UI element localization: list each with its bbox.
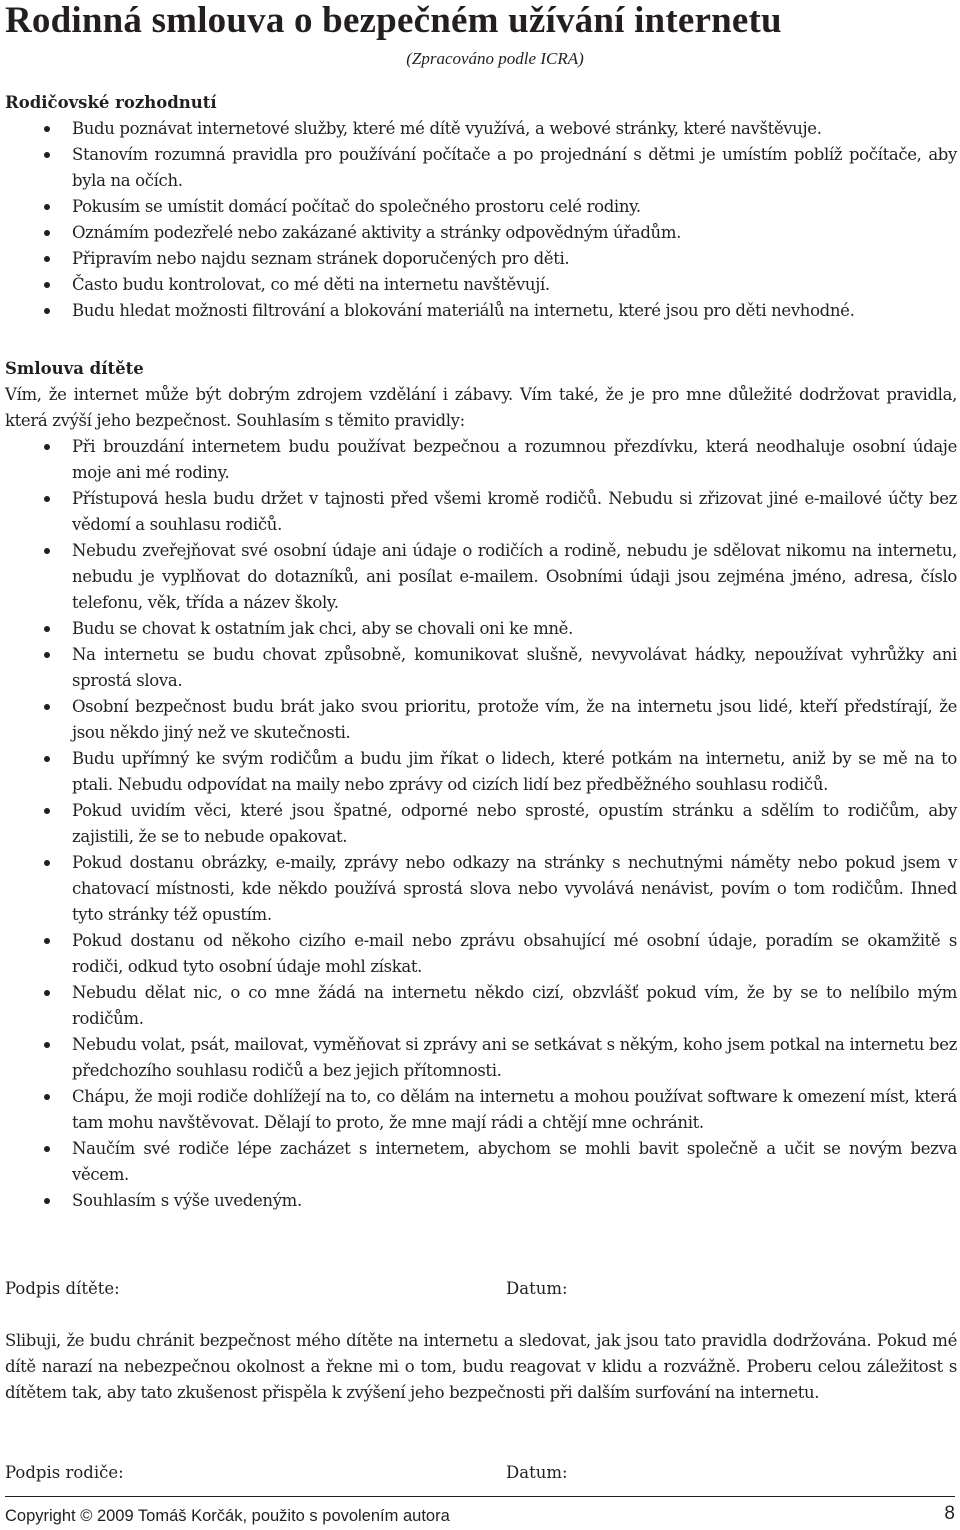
child-rules-list (5, 434, 957, 1214)
list-item (5, 142, 957, 194)
parent-signature-label: Podpis rodiče: (5, 1463, 124, 1482)
list-item (5, 798, 957, 850)
bullet-icon (44, 126, 50, 132)
bullet-icon (44, 938, 50, 944)
footer-copyright: Copyright © 2009 Tomáš Korčák, použito s povolením autora (5, 1507, 450, 1525)
bullet-icon (44, 1094, 50, 1100)
bullet-icon (44, 256, 50, 262)
list-item (5, 928, 957, 980)
list-item-text: Přístupová hesla budu držet v tajnosti před všemi kromě rodičů. Nebudu si zřizovat jiné e-mailové účty bez vědomí a souhlasu rodičů. (72, 489, 957, 534)
list-item (5, 746, 957, 798)
list-item-text: Budu se chovat k ostatním jak chci, aby se chovali oni ke mně. (72, 619, 573, 638)
list-item (5, 980, 957, 1032)
page-subtitle: (Zpracováno podle ICRA) (406, 49, 584, 68)
bullet-icon (44, 282, 50, 288)
list-item (5, 1136, 957, 1188)
list-item (5, 194, 957, 220)
parent-section-heading: Rodičovské rozhodnutí (5, 93, 217, 112)
list-item-text: Oznámím podezřelé nebo zakázané aktivity a stránky odpovědným úřadům. (72, 223, 682, 242)
list-item-text: Naučím své rodiče lépe zacházet s internetem, abychom se mohli bavit společně a učit se novým bezva věcem. (72, 1139, 957, 1184)
list-item (5, 1188, 957, 1214)
bullet-icon (44, 308, 50, 314)
child-agreement-block (5, 382, 957, 1214)
child-agreement-intro: Vím, že internet může být dobrým zdrojem vzdělání i zábavy. Vím také, že je pro mne důležité dodržovat pravidla, která zvýší jeho bezpečnost. Souhlasím s těmito pravidly: (5, 385, 957, 430)
parent-pledge-block (5, 1328, 957, 1406)
list-item-text: Budu hledat možnosti filtrování a blokování materiálů na internetu, které jsou pro děti nevhodné. (72, 301, 855, 320)
list-item-text: Budu poznávat internetové služby, které mé dítě využívá, a webové stránky, které navštěvuje. (72, 119, 822, 138)
bullet-icon (44, 756, 50, 762)
list-item (5, 116, 957, 142)
bullet-icon (44, 990, 50, 996)
parent-decisions-list (5, 116, 957, 324)
page-footer (5, 1503, 955, 1529)
bullet-icon (44, 626, 50, 632)
child-signature-label: Podpis dítěte: (5, 1279, 120, 1298)
parent-decisions-list-block (5, 116, 957, 324)
parent-pledge-text: Slibuji, že budu chránit bezpečnost mého dítěte na internetu a sledovat, jak jsou tato pravidla dodržována. Pokud mé dítě narazí na nebezpečnou okolnost a řekne mi o tom, budu reagovat v klidu a rozvážně. Proberu celou záležitost s dítětem tak, aby tato zkušenost přispěla k zvýšení jeho bezpečnosti při dalším surfování na internetu. (5, 1331, 957, 1402)
child-date-label: Datum: (506, 1279, 568, 1298)
bullet-icon (44, 652, 50, 658)
bullet-icon (44, 1198, 50, 1204)
list-item (5, 1084, 957, 1136)
list-item-text: Pokud dostanu obrázky, e-maily, zprávy nebo odkazy na stránky s nechutnými náměty nebo pokud jsem v chatovací místnosti, kde někdo používá sprostá slova nebo vyvolává nenávist, povím o tom rodičům. Ihned tyto stránky též opustím. (72, 853, 957, 924)
list-item (5, 434, 957, 486)
list-item-text: Pokusím se umístit domácí počítač do společného prostoru celé rodiny. (72, 197, 641, 216)
list-item-text: Nebudu volat, psát, mailovat, vyměňovat si zprávy ani se setkávat s někým, koho jsem potkal na internetu bez předchozího souhlasu rodičů a bez jejich přítomnosti. (72, 1035, 957, 1080)
bullet-icon (44, 548, 50, 554)
bullet-icon (44, 704, 50, 710)
bullet-icon (44, 444, 50, 450)
footer-divider (5, 1496, 955, 1497)
list-item (5, 246, 957, 272)
list-item-text: Osobní bezpečnost budu brát jako svou prioritu, protože vím, že na internetu jsou lidé, kteří předstírají, že jsou někdo jiný než ve skutečnosti. (72, 697, 957, 742)
list-item-text: Nebudu zveřejňovat své osobní údaje ani údaje o rodičích a rodině, nebudu je sdělovat nikomu na internetu, nebudu je vyplňovat do dotazníků, ani posílat e-mailem. Osobními údaji jsou zejména jméno, adresa, číslo telefonu, věk, třída a název školy. (72, 541, 957, 612)
list-item (5, 538, 957, 616)
list-item-text: Stanovím rozumná pravidla pro používání počítače a po projednání s dětmi je umístím poblíž počítače, aby byla na očích. (72, 145, 957, 190)
list-item (5, 220, 957, 246)
bullet-icon (44, 808, 50, 814)
page-number: 8 (944, 1503, 955, 1524)
list-item (5, 1032, 957, 1084)
bullet-icon (44, 860, 50, 866)
list-item-text: Pokud uvidím věci, které jsou špatné, odporné nebo sprosté, opustím stránku a sdělím to rodičům, aby zajistili, že se to nebude opakovat. (72, 801, 957, 846)
list-item-text: Nebudu dělat nic, o co mne žádá na internetu někdo cizí, obzvlášť pokud vím, že by se to nelíbilo mým rodičům. (72, 983, 957, 1028)
list-item-text: Souhlasím s výše uvedeným. (72, 1191, 302, 1210)
list-item (5, 486, 957, 538)
list-item (5, 694, 957, 746)
list-item (5, 850, 957, 928)
child-section-heading: Smlouva dítěte (5, 359, 144, 378)
list-item (5, 272, 957, 298)
bullet-icon (44, 1042, 50, 1048)
list-item-text: Chápu, že moji rodiče dohlížejí na to, co dělám na internetu a mohou používat software k omezení míst, která tam mohu navštěvovat. Dělají to proto, že mne mají rádi a chtějí mne ochránit. (72, 1087, 957, 1132)
bullet-icon (44, 1146, 50, 1152)
list-item (5, 616, 957, 642)
bullet-icon (44, 204, 50, 210)
parent-date-label: Datum: (506, 1463, 568, 1482)
bullet-icon (44, 152, 50, 158)
page-title: Rodinná smlouva o bezpečném užívání internetu (5, 0, 782, 41)
list-item (5, 298, 957, 324)
list-item-text: Pokud dostanu od někoho cizího e-mail nebo zprávu obsahující mé osobní údaje, poradím se okamžitě s rodiči, odkud tyto osobní údaje mohl získat. (72, 931, 957, 976)
list-item (5, 642, 957, 694)
list-item-text: Často budu kontrolovat, co mé děti na internetu navštěvují. (72, 275, 550, 294)
list-item-text: Připravím nebo najdu seznam stránek doporučených pro děti. (72, 249, 570, 268)
bullet-icon (44, 230, 50, 236)
list-item-text: Budu upřímný ke svým rodičům a budu jim říkat o lidech, které potkám na internetu, aniž by se mě na to ptali. Nebudu odpovídat na maily nebo zprávy od cizích lidí bez předběžného souhlasu rodičů. (72, 749, 957, 794)
bullet-icon (44, 496, 50, 502)
list-item-text: Na internetu se budu chovat způsobně, komunikovat slušně, nevyvolávat hádky, nepoužívat vyhrůžky ani sprostá slova. (72, 645, 957, 690)
list-item-text: Při brouzdání internetem budu používat bezpečnou a rozumnou přezdívku, která neodhaluje osobní údaje moje ani mé rodiny. (72, 437, 957, 482)
